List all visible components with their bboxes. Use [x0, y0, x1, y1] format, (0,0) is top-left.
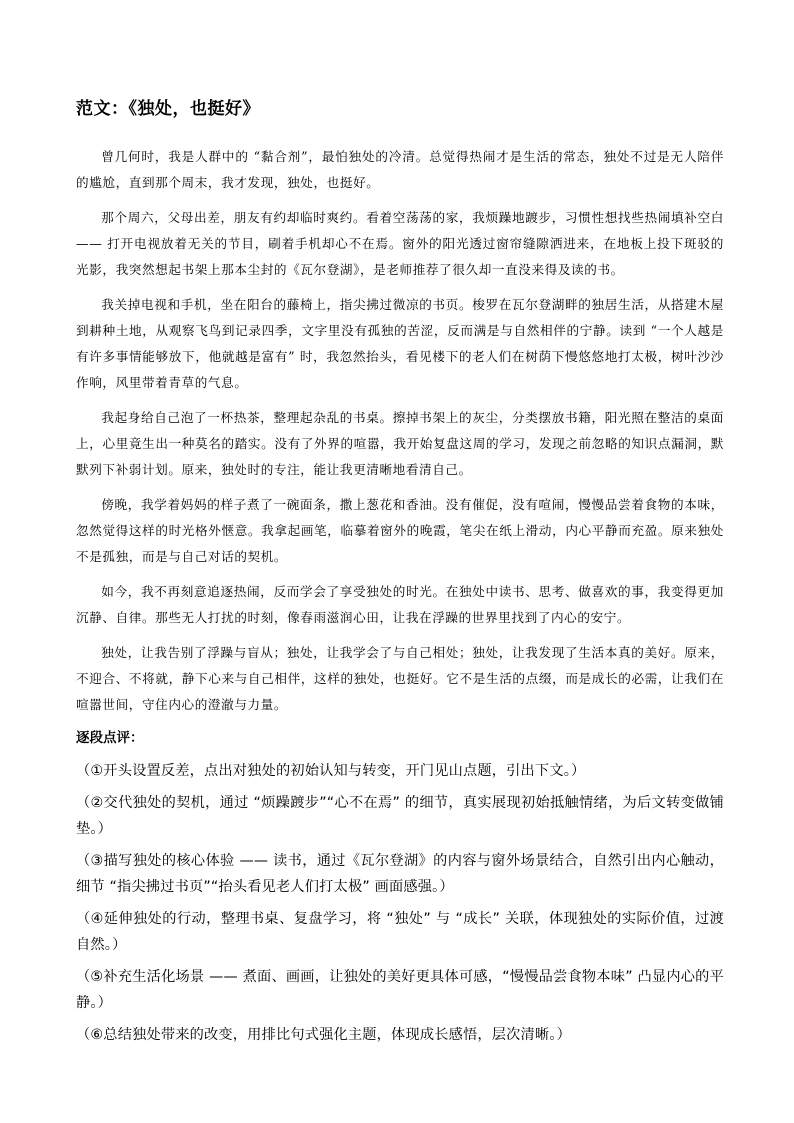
- commentary-heading: 逐段点评：: [76, 730, 144, 746]
- essay-paragraph-2: 那个周六，父母出差，朋友有约却临时爽约。看着空荡荡的家，我烦躁地踱步，习惯性想找些热闹填补空白 —— 打开电视放着无关的节目，刷着手机却心不在焉。窗外的阳光透过窗帘缝隙洒进来，在地板上投下斑驳的光影，我突然想起书架上那本尘封的《瓦尔登湖》，是老师推荐了很久却一直没来得及读的书。: [76, 210, 724, 277]
- commentary-item-2: （②交代独处的契机，通过 “烦躁踱步”“心不在焉” 的细节，真实展现初始抵触情绪，为后文转变做铺垫。）: [76, 795, 724, 837]
- commentary-item-3: （③描写独处的核心体验 —— 读书，通过《瓦尔登湖》的内容与窗外场景结合，自然引出内心触动，细节 “指尖拂过书页”“抬头看见老人们打太极” 画面感强。）: [76, 853, 724, 895]
- commentary-list: [76, 758, 724, 1054]
- commentary-item-4: （④延伸独处的行动，整理书桌、复盘学习，将 “独处” 与 “成长” 关联，体现独处的实际价值，过渡自然。）: [76, 911, 724, 953]
- essay-title: 范文：《独处，也挺好》: [76, 99, 260, 119]
- essay-paragraph-1: 曾几何时，我是人群中的 “黏合剂”，最怕独处的冷清。总觉得热闹才是生活的常态，独处不过是无人陪伴的尴尬，直到那个周末，我才发现，独处，也挺好。: [76, 149, 724, 190]
- essay-paragraph-4: 我起身给自己泡了一杯热茶，整理起杂乱的书桌。擦掉书架上的灰尘，分类摆放书籍，阳光照在整洁的桌面上，心里竟生出一种莫名的踏实。没有了外界的喧嚣，我开始复盘这周的学习，发现之前忽略的知识点漏洞，默默列下补弱计划。原来，独处时的专注，能让我更清晰地看清自己。: [76, 410, 724, 477]
- essay-body: [76, 144, 724, 727]
- commentary-item-1: （①开头设置反差，点出对独处的初始认知与转变，开门见山点题，引出下文。）: [76, 763, 586, 779]
- essay-paragraph-3: 我关掉电视和手机，坐在阳台的藤椅上，指尖拂过微凉的书页。梭罗在瓦尔登湖畔的独居生活，从搭建木屋到耕种土地，从观察飞鸟到记录四季，文字里没有孤独的苦涩，反而满是与自然相伴的宁静。读到 “一个人越是有许多事情能够放下，他就越是富有” 时，我忽然抬头，看见楼下的老人们在树荫下慢悠悠地打太极，树叶沙沙作响，风里带着青草的气息。: [76, 297, 724, 390]
- essay-paragraph-7: 独处，让我告别了浮躁与盲从；独处，让我学会了与自己相处；独处，让我发现了生活本真的美好。原来，不迎合、不将就，静下心来与自己相伴，这样的独处，也挺好。它不是生活的点缀，而是成长的必需，让我们在喧嚣世间，守住内心的澄澈与力量。: [76, 645, 724, 712]
- essay-paragraph-6: 如今，我不再刻意追逐热闹，反而学会了享受独处的时光。在独处中读书、思考、做喜欢的事，我变得更加沉静、自律。那些无人打扰的时刻，像春雨滋润心田，让我在浮躁的世界里找到了内心的安宁。: [76, 584, 724, 625]
- commentary-item-5: （⑤补充生活化场景 —— 煮面、画画，让独处的美好更具体可感，“慢慢品尝食物本味” 凸显内心的平静。）: [76, 969, 724, 1011]
- commentary-item-6: （⑥总结独处带来的改变，用排比句式强化主题，体现成长感悟，层次清晰。）: [76, 1027, 571, 1043]
- essay-paragraph-5: 傍晚，我学着妈妈的样子煮了一碗面条，撒上葱花和香油。没有催促，没有喧闹，慢慢品尝着食物的本味，忽然觉得这样的时光格外惬意。我拿起画笔，临摹着窗外的晚霞，笔尖在纸上滑动，内心平静而充盈。原来独处不是孤独，而是与自己对话的契机。: [76, 497, 724, 564]
